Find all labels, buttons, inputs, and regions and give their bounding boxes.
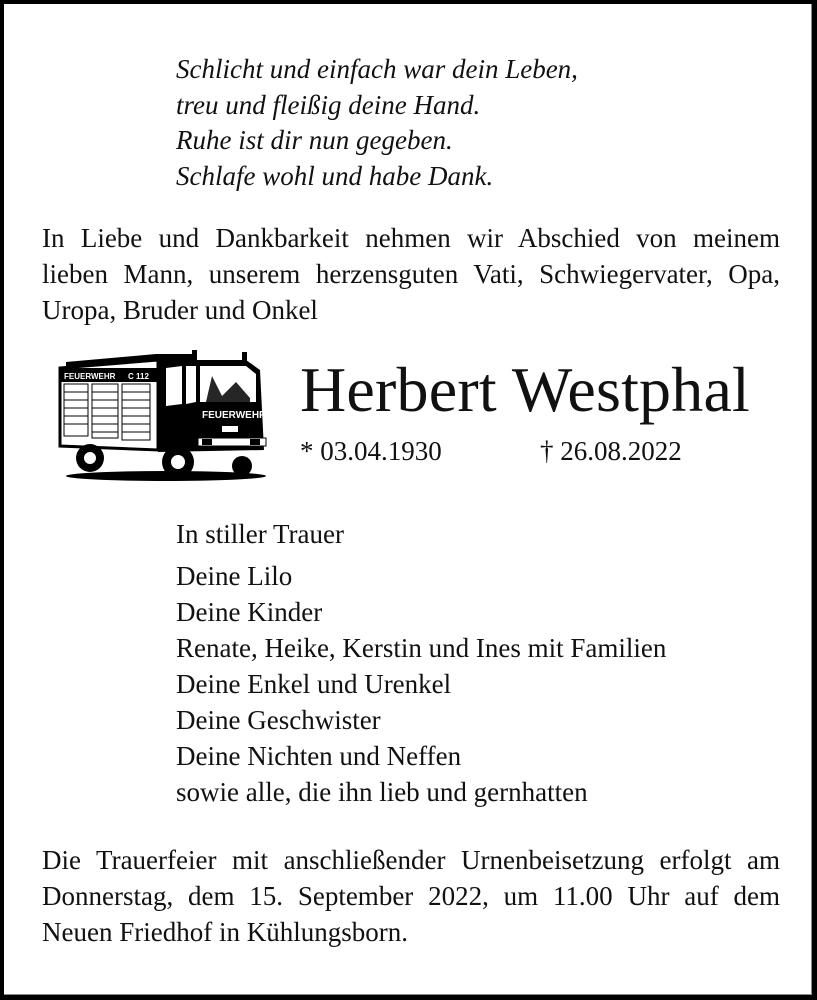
svg-text:FEUERWEHR: FEUERWEHR — [202, 410, 267, 421]
poem-line: Schlicht und einfach war dein Leben, — [176, 54, 578, 84]
mourner-line: Deine Geschwister — [176, 705, 381, 735]
mourner-line: Deine Enkel und Urenkel — [176, 669, 452, 699]
poem-line: Schlafe wohl und habe Dank. — [176, 160, 494, 191]
svg-text:FEUERWEHR: FEUERWEHR — [64, 372, 116, 381]
mourner-line: Deine Lilo — [176, 561, 293, 591]
svg-text:C 112: C 112 — [128, 372, 149, 381]
life-dates — [300, 434, 682, 468]
service-line: Donnerstag, dem 15. September 2022, um 11.00 Uhr auf dem — [42, 881, 780, 911]
poem — [176, 52, 578, 194]
mourners-list — [176, 516, 666, 810]
farewell-intro — [42, 220, 780, 328]
birth-date: * 03.04.1930 — [300, 436, 442, 466]
fire-truck-icon — [46, 346, 270, 484]
poem-line: treu und fleißig deine Hand. — [176, 89, 481, 120]
mourner-line: Deine Nichten und Neffen — [176, 741, 462, 771]
mourners-heading: In stiller Trauer — [176, 519, 344, 549]
service-line: Neuen Friedhof in Kühlungsborn. — [42, 917, 408, 947]
intro-line: In Liebe und Dankbarkeit nehmen wir Abschied von meinem — [42, 223, 780, 253]
deceased-name: Herbert Westphal — [300, 354, 751, 425]
intro-line: Uropa, Bruder und Onkel — [42, 295, 318, 325]
service-line: Die Trauerfeier mit anschließender Urnenbeisetzung erfolgt am — [42, 845, 780, 875]
mourner-line: sowie alle, die ihn lieb und gernhatten — [176, 777, 588, 807]
funeral-service-info — [42, 842, 780, 950]
mourner-line: Renate, Heike, Kerstin und Ines mit Familien — [176, 633, 667, 663]
intro-line: lieben Mann, unserem herzensguten Vati, Schwiegervater, Opa, — [42, 259, 780, 289]
obituary-notice — [4, 4, 812, 995]
mourner-line: Deine Kinder — [176, 597, 323, 627]
death-date: † 26.08.2022 — [540, 436, 682, 466]
poem-line: Ruhe ist dir nun gegeben. — [176, 125, 453, 155]
